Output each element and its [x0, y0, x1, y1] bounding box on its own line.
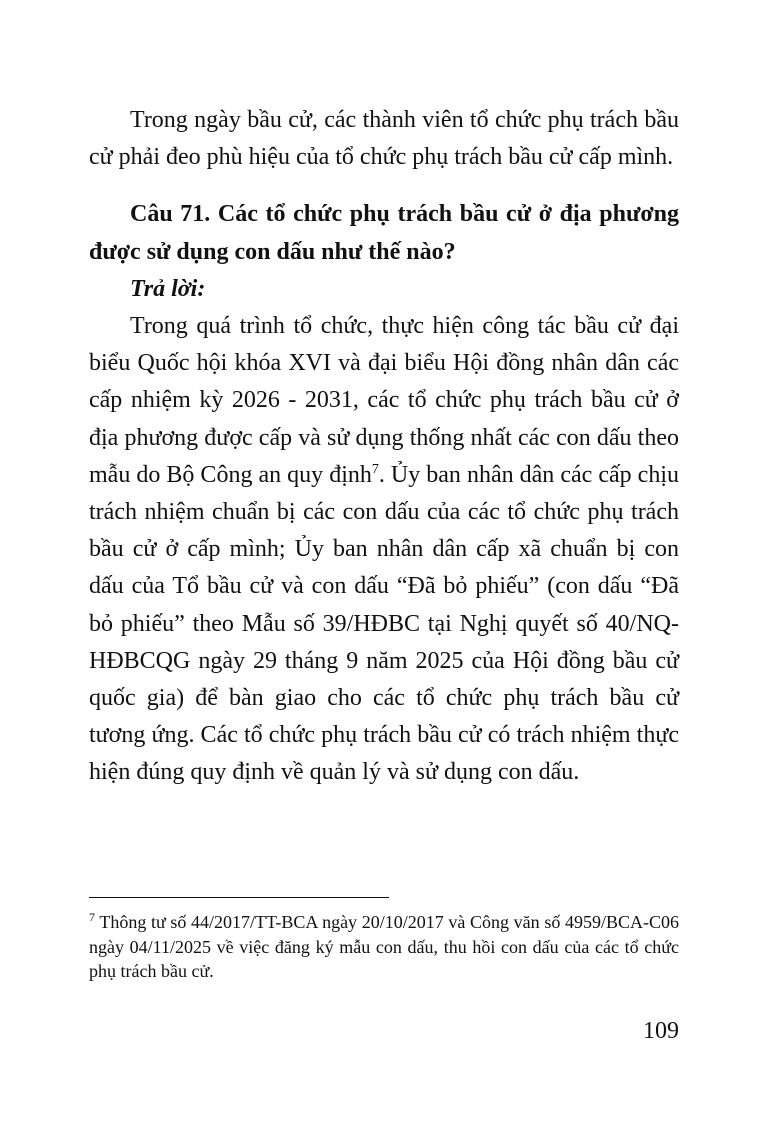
question-heading: Câu 71. Các tổ chức phụ trách bầu cử ở địa phương được sử dụng con dấu như thế nào?: [89, 201, 679, 265]
footnote-reference[interactable]: 7: [371, 461, 379, 477]
answer-label: Trả lời:: [130, 275, 206, 302]
answer-text-part2: . Ủy ban nhân dân các cấp chịu trách nhiệm chuẩn bị các con dấu của các tổ chức phụ trách bầu cử ở cấp mình; Ủy ban nhân dân cấp xã chuẩn bị con dấu của Tổ bầu cử và con dấu “Đã bỏ phiếu” (con dấu “Đã bỏ phiếu” theo Mẫu số 39/HĐBC tại Nghị quyết số 40/NQ-HĐBCQG ngày 29 tháng 9 năm 2025 của Hội đồng bầu cử quốc gia) để bàn giao cho các tổ chức phụ trách bầu cử tương ứng. Các tổ chức phụ trách bầu cử có trách nhiệm thực hiện đúng quy định về quản lý và sử dụng con dấu.: [89, 461, 679, 786]
footnote-text: Thông tư số 44/2017/TT-BCA ngày 20/10/2017 và Công văn số 4959/BCA-C06 ngày 04/11/2025 về việc đăng ký mẫu con dấu, thu hồi con dấu của các tổ chức phụ trách bầu cử.: [89, 912, 679, 981]
footnote-number: 7: [89, 910, 95, 924]
footnote-divider: [89, 897, 389, 898]
page-body: [89, 102, 679, 792]
page-number: 109: [643, 1018, 679, 1044]
intro-paragraph: Trong ngày bầu cử, các thành viên tổ chức phụ trách bầu cử phải đeo phù hiệu của tổ chức phụ trách bầu cử cấp mình.: [89, 107, 679, 171]
footnote: [89, 910, 679, 984]
answer-paragraph: [89, 308, 679, 792]
answer-text-part1: Trong quá trình tổ chức, thực hiện công tác bầu cử đại biểu Quốc hội khóa XVI và đại biểu Hội đồng nhân dân các cấp nhiệm kỳ 2026 - 2031, các tổ chức phụ trách bầu cử ở địa phương được cấp và sử dụng thống nhất các con dấu theo mẫu do Bộ Công an quy định: [89, 313, 679, 488]
